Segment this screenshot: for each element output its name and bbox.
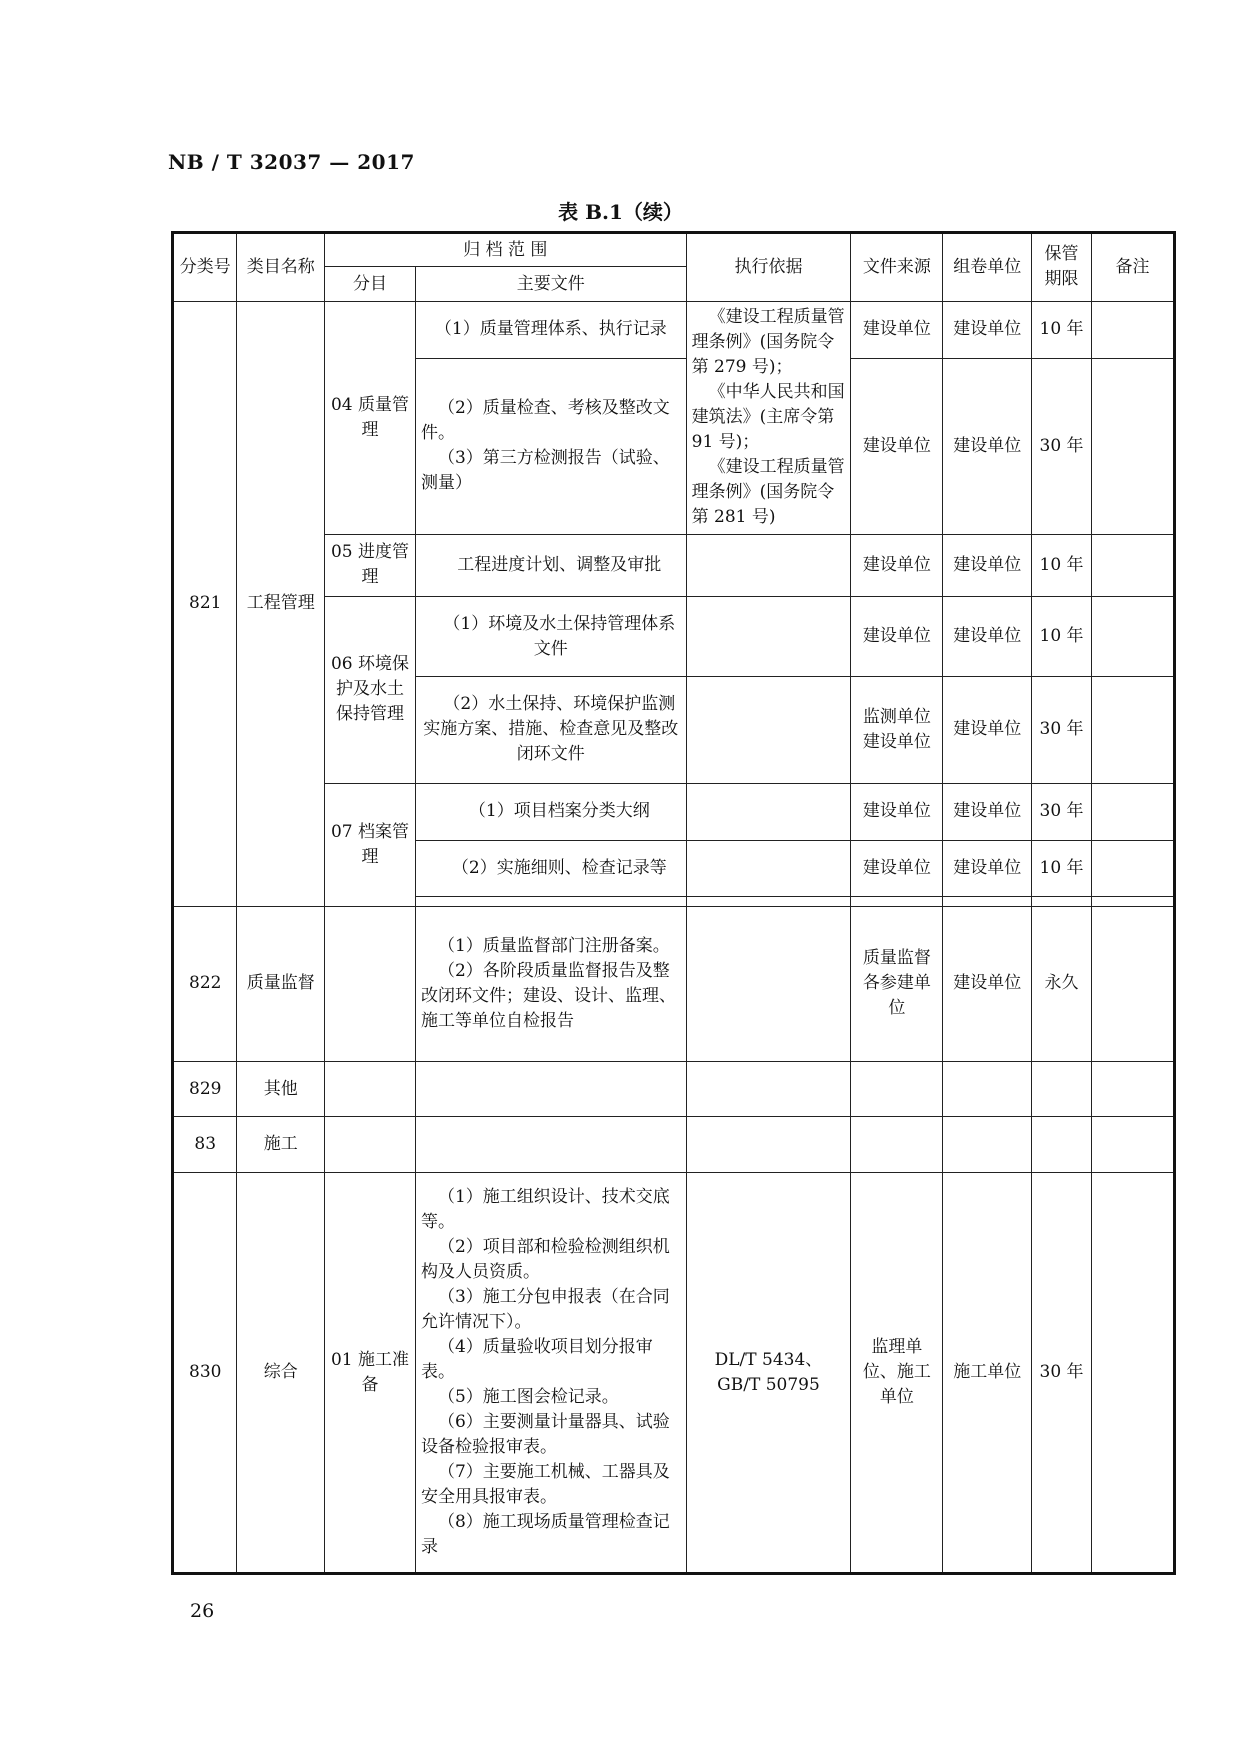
header-retention: 保管期限	[1032, 233, 1092, 302]
basis-cell	[686, 896, 851, 906]
source-cell: 建设单位	[851, 597, 943, 677]
retention-cell: 10 年	[1032, 534, 1092, 597]
remarks-cell	[1091, 841, 1174, 897]
retention-cell: 10 年	[1032, 841, 1092, 897]
doc-cell: （1）环境及水土保持管理体系文件	[415, 597, 686, 677]
remarks-cell	[1091, 358, 1174, 534]
retention-cell: 10 年	[1032, 301, 1092, 358]
subcategory-cell	[325, 906, 416, 1061]
standard-code: NB / T 32037 — 2017	[168, 150, 415, 174]
doc-line: （3）第三方检测报告（试验、测量）	[420, 448, 670, 494]
remarks-cell	[1091, 677, 1174, 783]
doc-cell: 工程进度计划、调整及审批	[415, 534, 686, 597]
remarks-cell	[1091, 1061, 1174, 1117]
doc-cell: （2）水土保持、环境保护监测实施方案、措施、检查意见及整改闭环文件	[415, 677, 686, 783]
assembler-cell: 建设单位	[943, 906, 1032, 1061]
source-cell: 质量监督各参建单位	[851, 906, 943, 1061]
table-row	[173, 906, 1175, 1061]
source-cell: 监理单位、施工单位	[851, 1173, 943, 1574]
remarks-cell	[1091, 534, 1174, 597]
assembler-cell: 施工单位	[943, 1173, 1032, 1574]
table-row	[173, 301, 1175, 358]
doc-cell	[415, 906, 686, 1061]
doc-line: （8）施工现场质量管理检查记录	[420, 1512, 670, 1558]
retention-cell: 30 年	[1032, 783, 1092, 841]
header-category: 类目名称	[237, 233, 325, 302]
basis-line: DL/T 5434、	[714, 1349, 823, 1370]
doc-cell	[415, 896, 686, 906]
doc-line: （2）各阶段质量监督报告及整改闭环文件；建设、设计、监理、施工等单位自检报告	[420, 960, 676, 1031]
basis-cell	[686, 906, 851, 1061]
header-code: 分类号	[173, 233, 237, 302]
table-row	[173, 1173, 1175, 1574]
subcategory-cell: 04 质量管理	[325, 301, 416, 534]
category-cell: 工程管理	[237, 301, 325, 906]
doc-line: （1）质量监督部门注册备案。	[437, 935, 670, 956]
remarks-cell	[1091, 896, 1174, 906]
remarks-cell	[1091, 906, 1174, 1061]
code-cell: 830	[173, 1173, 237, 1574]
doc-line: （1）施工组织设计、技术交底等。	[420, 1187, 670, 1233]
assembler-cell	[943, 1117, 1032, 1173]
assembler-cell: 建设单位	[943, 534, 1032, 597]
basis-cell	[686, 841, 851, 897]
assembler-cell: 建设单位	[943, 301, 1032, 358]
source-cell: 建设单位	[851, 301, 943, 358]
subcategory-cell: 05 进度管理	[325, 534, 416, 597]
table-row	[173, 1061, 1175, 1117]
source-cell: 建设单位	[851, 534, 943, 597]
header-main-docs: 主要文件	[415, 267, 686, 301]
subcategory-cell: 06 环境保护及水土保持管理	[325, 597, 416, 783]
code-cell: 822	[173, 906, 237, 1061]
doc-cell	[415, 1061, 686, 1117]
doc-line: （2）项目部和检验检测组织机构及人员资质。	[420, 1237, 670, 1283]
basis-cell	[686, 1117, 851, 1173]
page-number: 26	[190, 1600, 215, 1622]
basis-cell	[686, 783, 851, 841]
remarks-cell	[1091, 1173, 1174, 1574]
subcategory-cell	[325, 1117, 416, 1173]
subcategory-cell: 01 施工准备	[325, 1173, 416, 1574]
category-cell: 其他	[237, 1061, 325, 1117]
remarks-cell	[1091, 597, 1174, 677]
archive-table	[171, 231, 1176, 1575]
subcategory-cell: 07 档案管理	[325, 783, 416, 906]
header-assembler: 组卷单位	[943, 233, 1032, 302]
doc-line: （7）主要施工机械、工器具及安全用具报审表。	[420, 1462, 670, 1508]
assembler-cell: 建设单位	[943, 841, 1032, 897]
remarks-cell	[1091, 783, 1174, 841]
doc-line: （4）质量验收项目划分报审表。	[420, 1337, 653, 1383]
table-row	[173, 1117, 1175, 1173]
basis-line: 《建设工程质量管理条例》(国务院令第 281 号)	[691, 457, 845, 528]
retention-cell: 30 年	[1032, 677, 1092, 783]
assembler-cell: 建设单位	[943, 783, 1032, 841]
retention-cell	[1032, 896, 1092, 906]
doc-line: （6）主要测量计量器具、试验设备检验报审表。	[420, 1412, 670, 1458]
source-cell	[851, 896, 943, 906]
basis-cell	[686, 534, 851, 597]
basis-cell	[686, 1061, 851, 1117]
retention-cell: 永久	[1032, 906, 1092, 1061]
header-source: 文件来源	[851, 233, 943, 302]
basis-line: 《建设工程质量管理条例》(国务院令第 279 号)；	[691, 307, 845, 378]
assembler-cell: 建设单位	[943, 358, 1032, 534]
doc-cell: （2）实施细则、检查记录等	[415, 841, 686, 897]
subcategory-cell	[325, 1061, 416, 1117]
doc-line: （3）施工分包申报表（在合同允许情况下）。	[420, 1287, 670, 1333]
code-cell: 83	[173, 1117, 237, 1173]
category-cell: 质量监督	[237, 906, 325, 1061]
assembler-cell	[943, 1061, 1032, 1117]
remarks-cell	[1091, 1117, 1174, 1173]
basis-cell	[686, 677, 851, 783]
retention-cell: 10 年	[1032, 597, 1092, 677]
doc-cell: （1）项目档案分类大纲	[415, 783, 686, 841]
basis-line: GB/T 50795	[717, 1374, 820, 1395]
code-cell: 829	[173, 1061, 237, 1117]
retention-cell	[1032, 1117, 1092, 1173]
source-cell: 建设单位	[851, 841, 943, 897]
source-cell	[851, 1061, 943, 1117]
code-cell: 821	[173, 301, 237, 906]
doc-cell	[415, 358, 686, 534]
assembler-cell	[943, 896, 1032, 906]
table-caption: 表 B.1（续）	[558, 200, 683, 224]
category-cell: 施工	[237, 1117, 325, 1173]
header-basis: 执行依据	[686, 233, 851, 302]
assembler-cell: 建设单位	[943, 597, 1032, 677]
retention-cell: 30 年	[1032, 1173, 1092, 1574]
source-cell: 建设单位	[851, 358, 943, 534]
retention-cell: 30 年	[1032, 358, 1092, 534]
source-cell	[851, 1117, 943, 1173]
header-scope: 归 档 范 围	[325, 233, 687, 267]
doc-cell	[415, 1173, 686, 1574]
assembler-cell: 建设单位	[943, 677, 1032, 783]
basis-cell	[686, 1173, 851, 1574]
basis-cell	[686, 301, 851, 534]
header-remarks: 备注	[1091, 233, 1174, 302]
basis-line: 《中华人民共和国建筑法》(主席令第 91 号)；	[691, 382, 845, 453]
doc-line: （5）施工图会检记录。	[437, 1387, 619, 1408]
remarks-cell	[1091, 301, 1174, 358]
source-cell: 监测单位建设单位	[851, 677, 943, 783]
category-cell: 综合	[237, 1173, 325, 1574]
doc-cell: （1）质量管理体系、执行记录	[415, 301, 686, 358]
source-cell: 建设单位	[851, 783, 943, 841]
header-subcategory: 分目	[325, 267, 416, 301]
doc-line: （2）质量检查、考核及整改文件。	[420, 398, 670, 444]
doc-cell	[415, 1117, 686, 1173]
basis-cell	[686, 597, 851, 677]
retention-cell	[1032, 1061, 1092, 1117]
